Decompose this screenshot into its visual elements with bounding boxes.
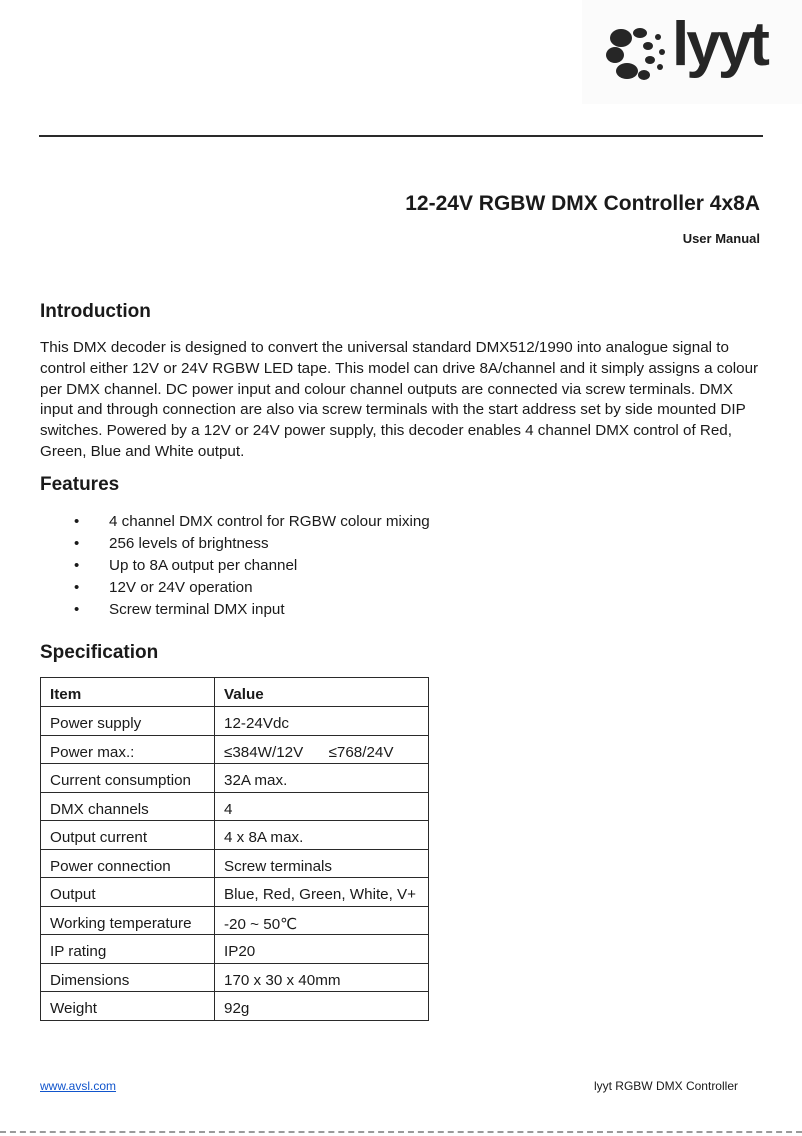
features-list <box>74 511 430 621</box>
list-item <box>74 511 430 533</box>
introduction-text: This DMX decoder is designed to convert the universal standard DMX512/1990 into analogue signal to control either 12V or 24V RGBW LED tape. This model can drive 8A/channel and it simply assigns a colour per DMX channel. DC power input and colour channel outputs are connected via screw terminals. DMX input and through connection are also via screw terminals with the start address set by side mounted DIP switches. Powered by a 12V or 24V power supply, this decoder enables 4 channel DMX control of Red, Green, Blue and White output. <box>40 339 759 460</box>
brand-logo: lyyt <box>672 10 767 79</box>
list-item <box>74 577 430 599</box>
table-row <box>41 849 429 878</box>
bullet-icon: • <box>74 601 80 618</box>
feature-text: 256 levels of brightness <box>109 535 269 552</box>
footer-product-name: lyyt RGBW DMX Controller <box>593 1079 738 1093</box>
table-row <box>41 792 429 821</box>
table-row <box>41 821 429 850</box>
page-bottom-edge <box>0 1131 802 1133</box>
website-link[interactable]: www.avsl.com <box>40 1079 117 1093</box>
spec-value: 92g <box>215 992 429 1021</box>
spec-value: 32A max. <box>215 764 429 793</box>
column-header-value: Value <box>215 678 429 707</box>
spec-value: Blue, Red, Green, White, V+ <box>215 878 429 907</box>
bullet-icon: • <box>74 557 80 574</box>
speaker-dots-icon <box>606 24 668 84</box>
table-header-row <box>41 678 429 707</box>
spec-item: Dimensions <box>41 963 215 992</box>
feature-text: 12V or 24V operation <box>109 579 253 596</box>
spec-item: Output current <box>41 821 215 850</box>
table-row <box>41 764 429 793</box>
spec-item: DMX channels <box>41 792 215 821</box>
specification-table <box>40 677 429 1021</box>
spec-item: Power supply <box>41 707 215 736</box>
spec-value: ≤384W/12V ≤768/24V <box>215 735 429 764</box>
column-header-item: Item <box>41 678 215 707</box>
spec-item: IP rating <box>41 935 215 964</box>
bullet-icon: • <box>74 513 80 530</box>
table-row <box>41 707 429 736</box>
spec-value: 170 x 30 x 40mm <box>215 963 429 992</box>
feature-text: 4 channel DMX control for RGBW colour mixing <box>109 513 430 530</box>
bullet-icon: • <box>74 535 80 552</box>
feature-text: Up to 8A output per channel <box>109 557 298 574</box>
page-subtitle: User Manual <box>682 231 760 246</box>
table-row <box>41 906 429 935</box>
spec-value: Screw terminals <box>215 849 429 878</box>
spec-value: IP20 <box>215 935 429 964</box>
features-heading: Features <box>40 474 120 495</box>
spec-value: 4 x 8A max. <box>215 821 429 850</box>
list-item <box>74 533 430 555</box>
spec-value: 4 <box>215 792 429 821</box>
spec-item: Weight <box>41 992 215 1021</box>
spec-item: Current consumption <box>41 764 215 793</box>
list-item <box>74 555 430 577</box>
spec-value: 12-24Vdc <box>215 707 429 736</box>
spec-item: Power connection <box>41 849 215 878</box>
bullet-icon: • <box>74 579 80 596</box>
list-item <box>74 599 430 621</box>
specification-heading: Specification <box>40 642 159 663</box>
feature-text: Screw terminal DMX input <box>109 601 285 618</box>
header-divider <box>39 135 763 137</box>
spec-item: Power max.: <box>41 735 215 764</box>
table-row <box>41 935 429 964</box>
table-row <box>41 963 429 992</box>
spec-item: Working temperature <box>41 906 215 935</box>
spec-value: -20 ~ 50℃ <box>215 906 429 935</box>
table-row <box>41 992 429 1021</box>
table-row <box>41 878 429 907</box>
page-title: 12-24V RGBW DMX Controller 4x8A <box>405 192 760 215</box>
introduction-heading: Introduction <box>40 301 151 322</box>
table-row <box>41 735 429 764</box>
spec-item: Output <box>41 878 215 907</box>
